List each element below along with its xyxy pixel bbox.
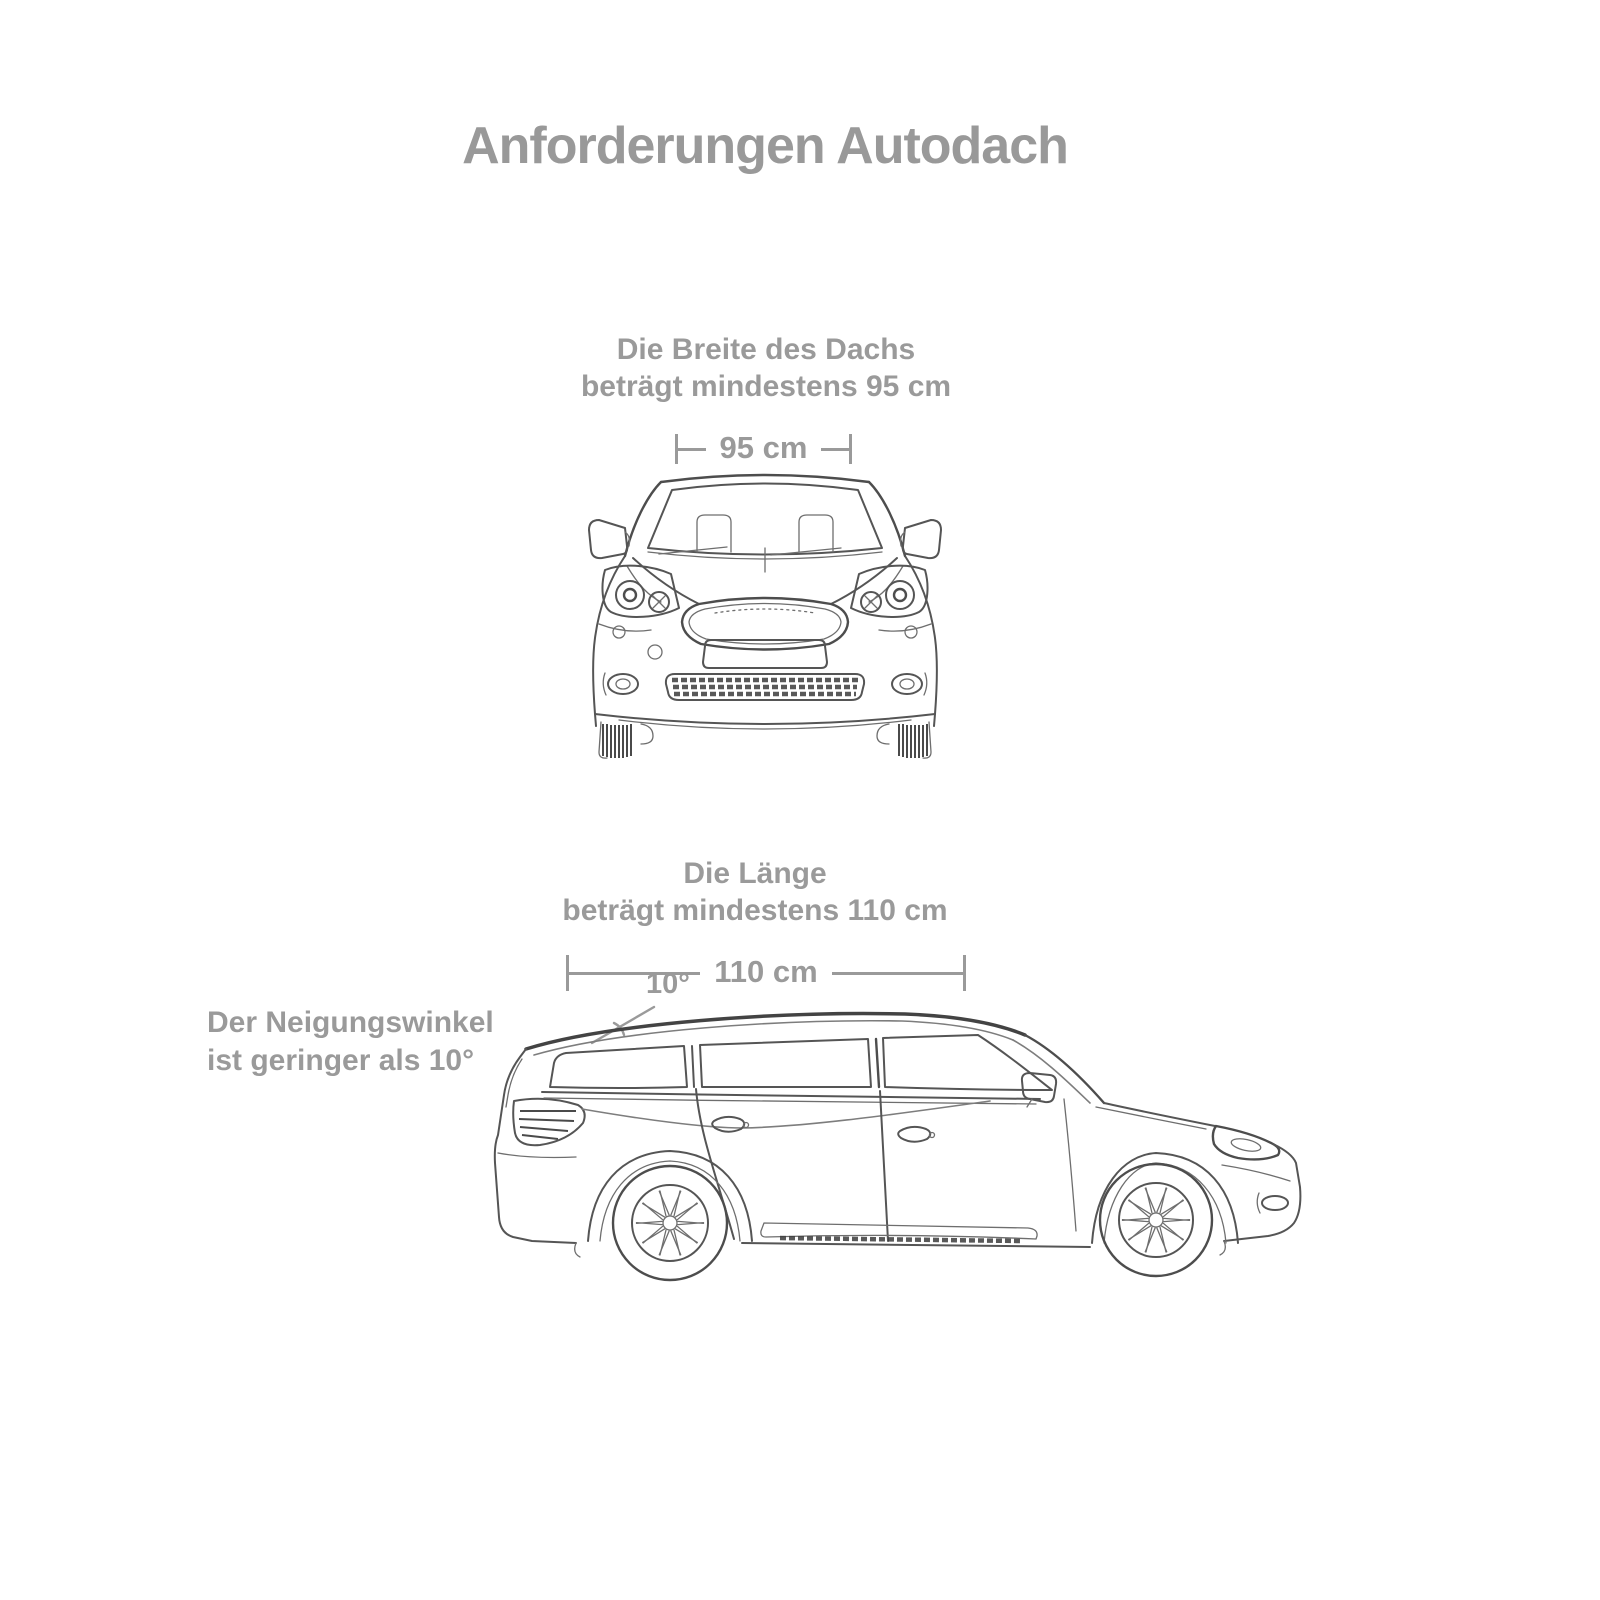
car-side-view-illustration xyxy=(480,995,1315,1305)
roof-width-caption xyxy=(581,331,951,405)
roof-angle-note-line2: ist geringer als 10° xyxy=(207,1044,475,1077)
roof-angle-note xyxy=(207,1004,494,1080)
roof-width-caption-line1: Die Breite des Dachs xyxy=(616,333,916,366)
roof-width-measurement xyxy=(675,429,852,465)
car-front-view-illustration xyxy=(575,462,955,767)
roof-angle-label: 10° xyxy=(646,968,690,1000)
measurement-line-right xyxy=(821,448,849,451)
roof-angle-note-line1: Der Neigungswinkel xyxy=(207,1006,494,1039)
measurement-line-left xyxy=(678,448,706,451)
roof-length-measurement-label: 110 cm xyxy=(714,953,818,989)
roof-width-caption-line2: beträgt mindestens 95 cm xyxy=(580,370,952,403)
page-title: Anforderungen Autodach xyxy=(462,117,1068,175)
measurement-tick-right xyxy=(849,434,852,464)
measurement-tick-right xyxy=(963,955,966,991)
roof-length-caption-line2: beträgt mindestens 110 cm xyxy=(562,894,948,927)
roof-length-caption xyxy=(562,855,947,929)
measurement-line-right xyxy=(832,972,963,975)
roof-length-caption-line1: Die Länge xyxy=(683,857,827,890)
roof-length-measurement xyxy=(566,954,966,992)
roof-width-measurement-label: 95 cm xyxy=(719,429,808,465)
